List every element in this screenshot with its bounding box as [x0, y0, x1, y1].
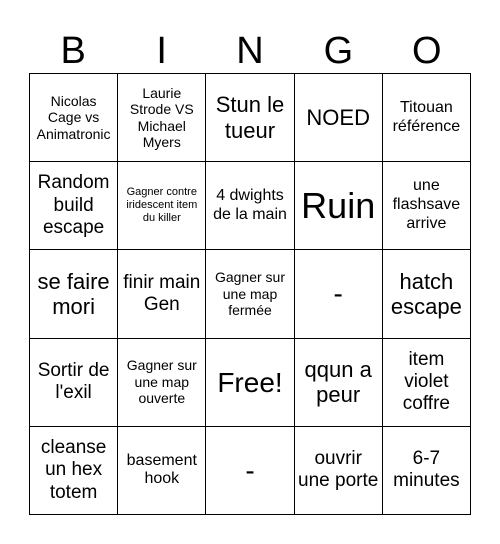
bingo-cell[interactable]: qqun a peur	[295, 339, 383, 427]
header-letter-n: N	[236, 30, 264, 72]
header-letter-g: G	[323, 30, 354, 72]
header-letter-b: B	[60, 30, 86, 72]
bingo-cell[interactable]: 4 dwights de la main	[206, 162, 294, 250]
bingo-cell[interactable]: cleanse un hex totem	[30, 427, 118, 515]
bingo-grid	[29, 73, 471, 515]
bingo-cell[interactable]: -	[206, 427, 294, 515]
bingo-cell[interactable]: ouvrir une porte	[295, 427, 383, 515]
bingo-cell[interactable]: Stun le tueur	[206, 74, 294, 162]
bingo-cell[interactable]: basement hook	[118, 427, 206, 515]
bingo-cell[interactable]: -	[295, 250, 383, 338]
free-space-cell[interactable]: Free!	[206, 339, 294, 427]
bingo-cell[interactable]: Gagner sur une map ouverte	[118, 339, 206, 427]
bingo-cell[interactable]: Nicolas Cage vs Animatronic	[30, 74, 118, 162]
bingo-cell[interactable]: NOED	[295, 74, 383, 162]
header-letter-i: I	[156, 30, 167, 72]
bingo-cell[interactable]: se faire mori	[30, 250, 118, 338]
bingo-cell[interactable]: Laurie Strode VS Michael Myers	[118, 74, 206, 162]
bingo-cell[interactable]: Gagner sur une map fermée	[206, 250, 294, 338]
bingo-cell[interactable]: une flashsave arrive	[383, 162, 471, 250]
header-letter-o: O	[412, 30, 442, 72]
bingo-cell[interactable]: Titouan référence	[383, 74, 471, 162]
bingo-cell[interactable]: finir main Gen	[118, 250, 206, 338]
bingo-cell[interactable]: Random build escape	[30, 162, 118, 250]
bingo-cell[interactable]: 6-7 minutes	[383, 427, 471, 515]
bingo-cell[interactable]: Sortir de l'exil	[30, 339, 118, 427]
bingo-cell[interactable]: Ruin	[295, 162, 383, 250]
bingo-header	[29, 22, 471, 80]
bingo-cell[interactable]: hatch escape	[383, 250, 471, 338]
bingo-cell[interactable]: Gagner contre iridescent item du killer	[118, 162, 206, 250]
bingo-cell[interactable]: item violet coffre	[383, 339, 471, 427]
